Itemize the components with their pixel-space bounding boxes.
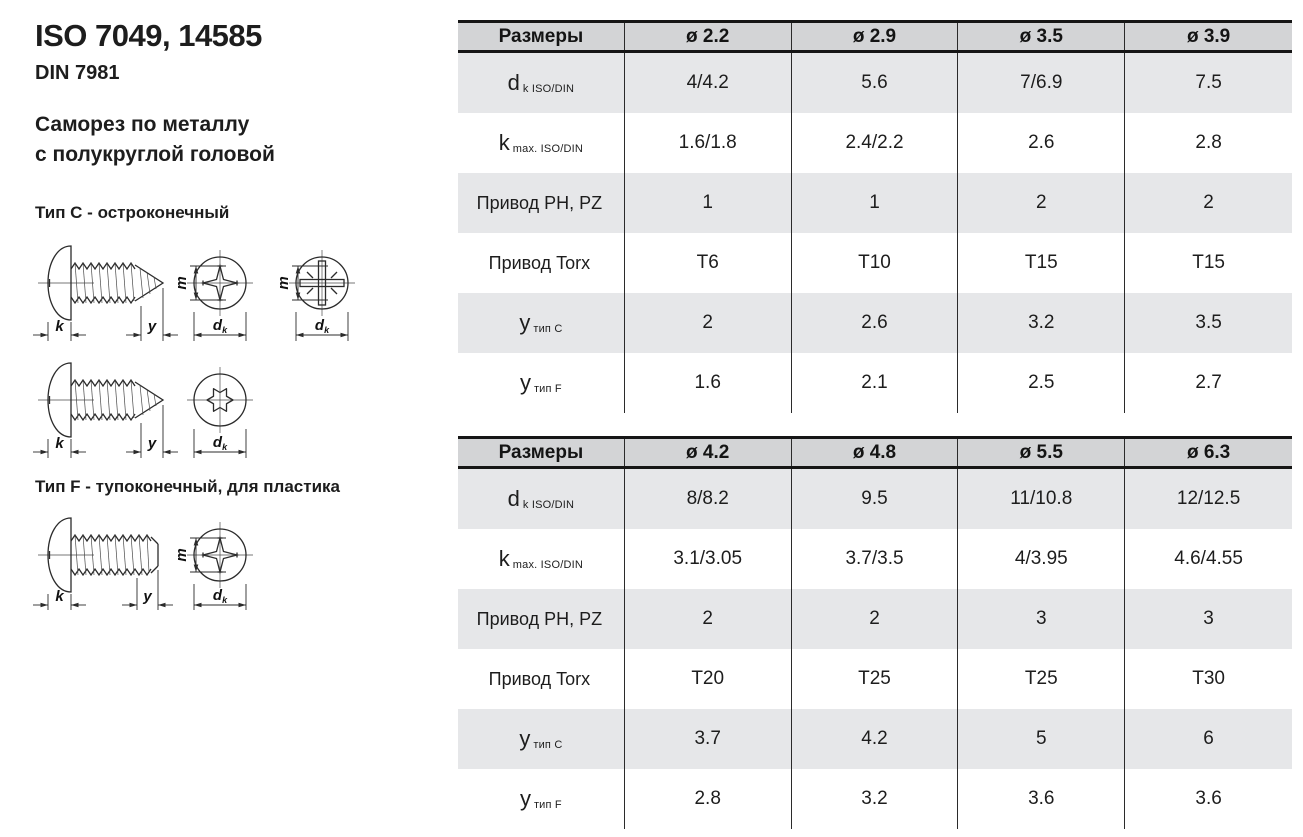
table-header-row <box>458 20 1292 53</box>
size-column-header: ø 3.5 <box>958 23 1125 50</box>
table-cell: 2.4/2.2 <box>792 113 959 173</box>
table-cell: T6 <box>625 233 792 293</box>
screw-side-view-pointed <box>38 363 163 437</box>
row-label: y тип С <box>458 709 625 769</box>
table-cell: T30 <box>1192 668 1225 689</box>
size-column-header: ø 5.5 <box>958 439 1125 466</box>
table-cell: T25 <box>792 649 959 709</box>
dim-label-y: y <box>147 435 157 452</box>
table-cell: 3 <box>958 589 1125 649</box>
table-cell: 3.6 <box>1195 788 1222 809</box>
page-title: ISO 7049, 14585 <box>35 18 262 53</box>
table-cell: 5 <box>958 709 1125 769</box>
row-label: y тип F <box>458 769 625 829</box>
description-line-2: с полукруглой головой <box>35 143 275 166</box>
size-column-header: ø 2.2 <box>625 23 792 50</box>
size-column-header: ø 2.9 <box>792 23 959 50</box>
dim-dk-torx <box>194 429 246 458</box>
size-column-header: ø 3.9 <box>1186 25 1231 47</box>
table-cell: 4.2 <box>792 709 959 769</box>
table-cell: T15 <box>1192 252 1225 273</box>
row-label: Привод Torx <box>458 649 625 709</box>
table-cell: 2 <box>625 293 792 353</box>
dim-label-y: y <box>143 588 152 605</box>
phillips-head-view <box>187 522 253 588</box>
type-c-drawing-torx <box>30 355 280 463</box>
table-row <box>458 53 1292 113</box>
table-cell: 3.7 <box>625 709 792 769</box>
row-label: Привод PH, PZ <box>458 589 625 649</box>
table-row <box>458 649 1292 709</box>
table-cell: 4/3.95 <box>958 529 1125 589</box>
table-row <box>458 233 1292 293</box>
table-cell: T20 <box>625 649 792 709</box>
type-f-drawing-ph <box>30 510 280 614</box>
table-cell: 2.5 <box>958 353 1125 413</box>
dim-dk-ph <box>194 312 246 341</box>
din-subtitle: DIN 7981 <box>35 62 120 84</box>
row-label: d k ISO/DIN <box>458 469 625 529</box>
table-row <box>458 173 1292 233</box>
table-cell: 2.6 <box>958 113 1125 173</box>
description-line-1: Саморез по металлу <box>35 113 250 136</box>
size-column-header: ø 4.2 <box>625 439 792 466</box>
dim-label-k: k <box>55 588 64 605</box>
dim-dk-pz <box>296 312 348 341</box>
table-cell: 2.7 <box>1195 372 1222 393</box>
table-cell: 11/10.8 <box>958 469 1125 529</box>
table-header-row <box>458 436 1292 469</box>
table-cell: 7/6.9 <box>958 53 1125 113</box>
dim-k <box>33 588 86 610</box>
table-cell: 2 <box>792 589 959 649</box>
dim-label-dk: $d_k$ <box>212 317 228 335</box>
table-cell: T10 <box>792 233 959 293</box>
table-cell: 8/8.2 <box>625 469 792 529</box>
dim-label-m: m <box>275 276 292 290</box>
table-cell: 6 <box>1203 728 1214 749</box>
table-cell: 2.8 <box>1195 132 1222 153</box>
table-cell: 2.8 <box>625 769 792 829</box>
dim-label-dk: $d_k$ <box>212 587 228 605</box>
table-cell: 2.6 <box>792 293 959 353</box>
table-cell: 1.6/1.8 <box>625 113 792 173</box>
table-cell: 3.1/3.05 <box>625 529 792 589</box>
table-cell: 4/4.2 <box>625 53 792 113</box>
table-cell: 3.7/3.5 <box>792 529 959 589</box>
table-cell: 1 <box>792 173 959 233</box>
dim-label-dk: $d_k$ <box>212 434 228 452</box>
type-c-drawing-ph-pz <box>30 238 360 346</box>
table-row <box>458 293 1292 353</box>
phillips-head-view <box>187 250 253 316</box>
row-label: y тип F <box>458 353 625 413</box>
size-column-header: ø 4.8 <box>792 439 959 466</box>
dim-label-m: m <box>173 548 190 562</box>
screw-side-view-blunt <box>38 518 158 592</box>
dim-k <box>33 435 86 458</box>
pozidriv-head-view <box>289 250 355 316</box>
row-label: k max. ISO/DIN <box>458 529 625 589</box>
row-label: Привод PH, PZ <box>458 173 625 233</box>
dim-label-k: k <box>55 435 64 452</box>
table-cell: 9.5 <box>792 469 959 529</box>
table-cell: 2 <box>625 589 792 649</box>
table-cell: T25 <box>958 649 1125 709</box>
dim-y <box>122 570 173 610</box>
dim-label-m: m <box>173 276 190 290</box>
table-cell: 2 <box>958 173 1125 233</box>
row-label: d k ISO/DIN <box>458 53 625 113</box>
table-cell: 3.6 <box>958 769 1125 829</box>
table-cell: 3.2 <box>792 769 959 829</box>
size-table-small-diameters <box>458 20 1292 413</box>
table-cell: 2 <box>1203 192 1214 213</box>
row-label: Привод Torx <box>458 233 625 293</box>
table-cell: 4.6/4.55 <box>1174 548 1243 569</box>
size-table-large-diameters <box>458 436 1292 829</box>
table-cell: 2.1 <box>792 353 959 413</box>
dim-k <box>33 318 86 341</box>
table-row <box>458 113 1292 173</box>
row-label: k max. ISO/DIN <box>458 113 625 173</box>
table-cell: T15 <box>958 233 1125 293</box>
table-cell: 7.5 <box>1195 72 1222 93</box>
torx-head-view <box>187 367 253 433</box>
dim-label-y: y <box>147 318 157 335</box>
table-cell: 1 <box>625 173 792 233</box>
table-cell: 3.2 <box>958 293 1125 353</box>
screw-side-view-pointed <box>38 246 163 320</box>
dim-label-k: k <box>55 318 64 335</box>
dim-dk-ph <box>194 584 246 610</box>
type-f-heading: Тип F - тупоконечный, для пластика <box>35 477 340 496</box>
table-cell: 3.5 <box>1195 312 1222 333</box>
table-cell: 5.6 <box>792 53 959 113</box>
table-cell: 3 <box>1203 608 1214 629</box>
type-c-heading: Тип С - остроконечный <box>35 203 230 222</box>
size-column-header: ø 6.3 <box>1186 441 1231 463</box>
table-row <box>458 469 1292 529</box>
table-cell: 12/12.5 <box>1176 488 1241 509</box>
table-row <box>458 353 1292 413</box>
table-row <box>458 529 1292 589</box>
dim-label-dk: $d_k$ <box>314 317 330 335</box>
table-header-label: Размеры <box>458 439 625 466</box>
table-row <box>458 589 1292 649</box>
table-header-label: Размеры <box>458 23 625 50</box>
table-row <box>458 709 1292 769</box>
product-description <box>35 110 275 170</box>
row-label: y тип С <box>458 293 625 353</box>
table-cell: 1.6 <box>625 353 792 413</box>
table-row <box>458 769 1292 829</box>
